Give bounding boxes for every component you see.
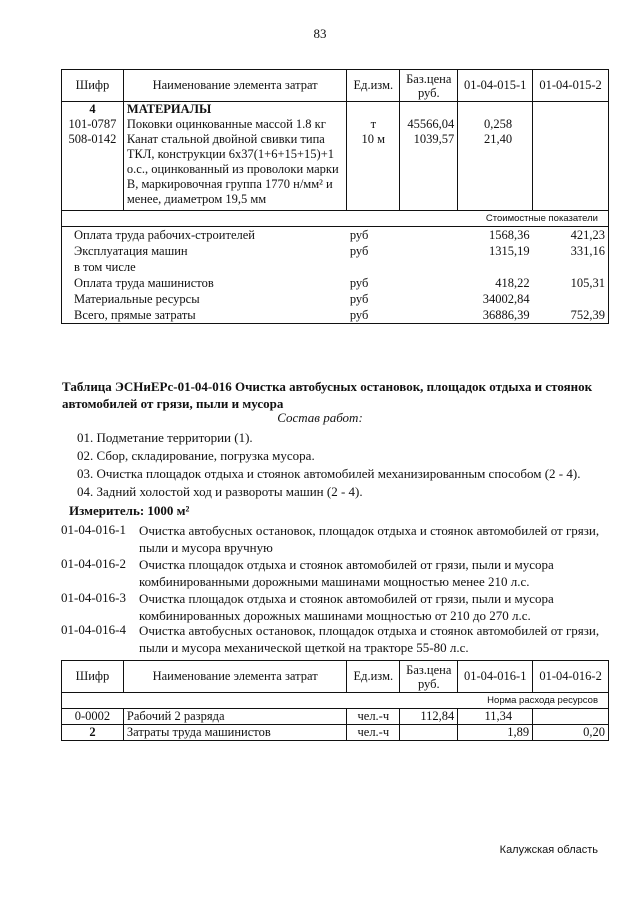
header-code: Шифр: [62, 661, 124, 693]
section-title: МАТЕРИАЛЫ: [123, 102, 346, 118]
summary-row: Материальные ресурсы руб 34002,84: [62, 291, 609, 307]
header-price: Баз.цена руб.: [400, 661, 458, 693]
norm-label: Норма расхода ресурсов: [62, 693, 609, 709]
item-desc: Очистка автобусных остановок, площадок отдыха и стоянок автомобилей от грязи, пыли и мусора вручную: [139, 523, 600, 555]
item-code: 01-04-016-2: [61, 556, 126, 571]
norm-label-row: [62, 693, 609, 709]
summary-row: Оплата труда рабочих-строителей руб 1568,36 421,23: [62, 227, 609, 244]
page-number: 83: [313, 26, 327, 41]
footer-region: Калужская область: [499, 844, 598, 856]
header-col2: 01-04-016-2: [533, 661, 609, 693]
header-col1: 01-04-015-1: [458, 70, 533, 102]
summary-row: в том числе: [62, 259, 609, 275]
table-header-row: [62, 70, 609, 102]
resource-table-1: [61, 69, 609, 324]
item-desc: Очистка площадок отдыха и стоянок автомобилей от грязи, пыли и мусора комбинированных дорожных машинами мощностью от 210 до 270 л.с.: [139, 591, 554, 623]
item-desc: Очистка автобусных остановок, площадок отдыха и стоянок автомобилей от грязи, пыли и мусора механической щеткой на тракторе 55-80 л.с.: [139, 623, 600, 655]
table-header-row: [62, 661, 609, 693]
header-col2: 01-04-015-2: [533, 70, 609, 102]
composition-title: Состав работ:: [277, 410, 363, 425]
header-price: Баз.цена руб.: [400, 70, 458, 102]
section-row: [62, 102, 609, 118]
summary-row: Эксплуатация машин руб 1315,19 331,16: [62, 243, 609, 259]
header-name: Наименование элемента затрат: [123, 70, 346, 102]
table-row: 101-0787 Поковки оцинкованные массой 1.8 кг т 45566,04 0,258: [62, 117, 609, 132]
summary-row: Всего, прямые затраты руб 36886,39 752,39: [62, 307, 609, 324]
cost-label-row: [62, 211, 609, 227]
work-item: 01. Подметание территории (1).: [77, 430, 253, 445]
item-code: 01-04-016-3: [61, 590, 126, 605]
work-item: 02. Сбор, складирование, погрузка мусора.: [77, 448, 315, 463]
resource-table-2: [61, 660, 609, 741]
work-item: 04. Задний холостой ход и развороты машин (2 - 4).: [77, 484, 363, 499]
item-code: 01-04-016-1: [61, 522, 126, 537]
table-title: Таблица ЭСНиЕРс-01-04-016 Очистка автобусных остановок, площадок отдыха и стоянок автомобилей от грязи, пыли и мусора: [62, 379, 593, 411]
header-col1: 01-04-016-1: [458, 661, 533, 693]
header-code: Шифр: [62, 70, 124, 102]
header-unit: Ед.изм.: [347, 70, 400, 102]
cost-label: Стоимостные показатели: [62, 211, 609, 227]
table-row: 508-0142 Канат стальной двойной свивки типа ТКЛ, конструкции 6х37(1+6+15+15)+1 о.с., оцинкованный из проволоки марки В, маркировочная группа 1770 н/мм² и менее, диаметром 19,5 мм 10 м 1039,57 21,40: [62, 132, 609, 211]
table-row: 2 Затраты труда машинистов чел.-ч 1,89 0,20: [62, 725, 609, 741]
work-item: 03. Очистка площадок отдыха и стоянок автомобилей механизированным способом (2 - 4).: [77, 466, 581, 481]
item-desc: Очистка площадок отдыха и стоянок автомобилей от грязи, пыли и мусора комбинированными дорожными машинами мощностью менее 210 л.с.: [139, 557, 554, 589]
table-row: 0-0002 Рабочий 2 разряда чел.-ч 112,84 11,34: [62, 709, 609, 725]
section-code: 4: [62, 102, 124, 118]
header-name: Наименование элемента затрат: [123, 661, 346, 693]
summary-row: Оплата труда машинистов руб 418,22 105,31: [62, 275, 609, 291]
header-unit: Ед.изм.: [347, 661, 400, 693]
item-code: 01-04-016-4: [61, 622, 126, 637]
measure: Измеритель: 1000 м²: [69, 503, 190, 518]
